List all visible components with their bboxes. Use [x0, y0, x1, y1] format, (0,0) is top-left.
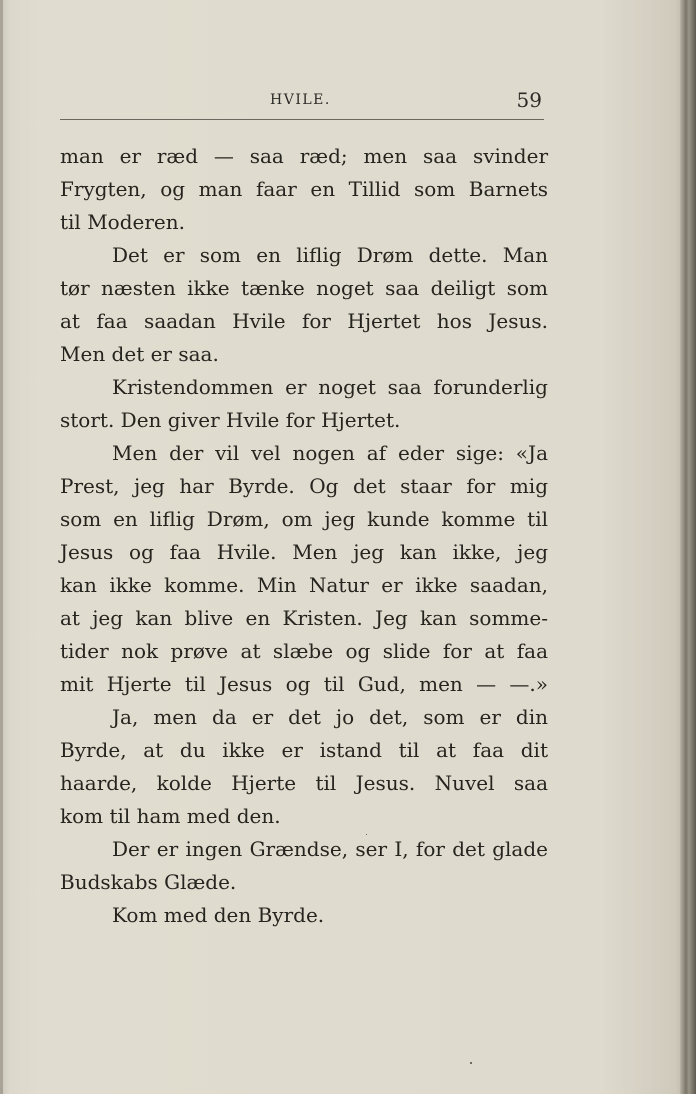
text-line: Prest, jeg har Byrde. Og det staar for mig [60, 474, 548, 498]
page-number: 59 [516, 88, 542, 112]
text-line: stort. Den giver Hvile for Hjertet. [60, 408, 401, 432]
text-line: Jesus og faa Hvile. Men jeg kan ikke, jeg [60, 540, 548, 564]
page-left-edge [0, 0, 3, 1094]
text-line: som en liflig Drøm, om jeg kunde komme til [60, 507, 548, 531]
text-line: Frygten, og man faar en Tillid som Barnets [60, 177, 548, 201]
text-line: at faa saadan Hvile for Hjertet hos Jesus. [60, 309, 548, 333]
text-line: Men det er saa. [60, 342, 219, 366]
text-line: tider nok prøve at slæbe og slide for at faa [60, 639, 548, 663]
page-right-edge [680, 0, 696, 1094]
page-header [60, 88, 544, 118]
text-line: mit Hjerte til Jesus og til Gud, men — —.» [60, 672, 548, 696]
body-text [60, 140, 548, 932]
paper-speck [470, 1062, 472, 1064]
text-line: til Moderen. [60, 210, 185, 234]
text-line: Ja, men da er det jo det, som er din [112, 705, 548, 729]
text-line: kom til ham med den. [60, 804, 281, 828]
text-line: Kom med den Byrde. [112, 903, 325, 927]
text-line: kan ikke komme. Min Natur er ikke saadan, [60, 573, 548, 597]
text-line: at jeg kan blive en Kristen. Jeg kan somme- [60, 606, 548, 630]
text-line: Kristendommen er noget saa forunderlig [112, 375, 548, 399]
text-line: tør næsten ikke tænke noget saa deiligt som [60, 276, 548, 300]
text-line: Der er ingen Grændse, ser I, for det glade [112, 837, 548, 861]
text-line: haarde, kolde Hjerte til Jesus. Nuvel saa [60, 771, 548, 795]
text-line: Budskabs Glæde. [60, 870, 237, 894]
header-rule [60, 119, 544, 120]
text-line: Men der vil vel nogen af eder sige: «Ja [112, 441, 548, 465]
paper-speck [366, 834, 367, 835]
text-line: Byrde, at du ikke er istand til at faa dit [60, 738, 548, 762]
text-line: man er ræd — saa ræd; men saa svinder [60, 144, 548, 168]
running-head: HVILE. [270, 92, 331, 108]
text-line: Det er som en liflig Drøm dette. Man [112, 243, 548, 267]
